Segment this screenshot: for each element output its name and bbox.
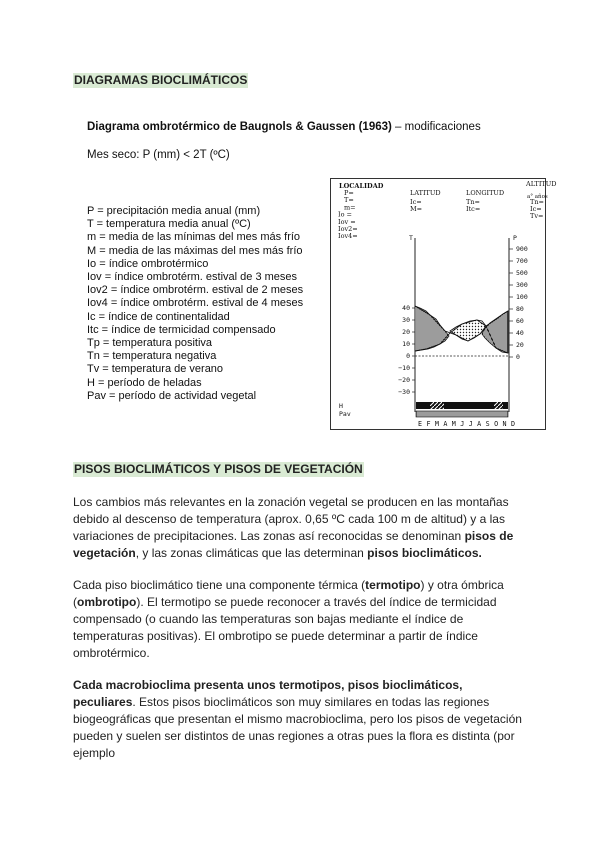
legend-item: m = media de las mínimas del mes más frío xyxy=(87,231,301,244)
legend-item: M = media de las máximas del mes más frío xyxy=(87,244,303,257)
diagram-param-label: M= xyxy=(410,205,423,213)
p-tick-label: 500 xyxy=(516,269,528,277)
figure-legend xyxy=(87,205,303,403)
legend-item: Pav = período de actividad vegetal xyxy=(87,389,257,402)
legend-item: H = período de heladas xyxy=(87,376,202,389)
p-tick-label: 100 xyxy=(516,293,528,301)
p2-bold-1: termotipo xyxy=(365,578,421,592)
ombrothermic-diagram xyxy=(330,178,557,430)
t-tick-label: 20 xyxy=(402,328,410,336)
legend-item: Tn = temperatura negativa xyxy=(87,350,217,363)
t-tick-label: −30 xyxy=(398,388,410,396)
diagram-param-label: Io = xyxy=(338,210,352,219)
p1-bold-1: pisos de vegetación xyxy=(73,529,514,560)
p-tick-label: 40 xyxy=(516,329,524,337)
p-tick-label: 80 xyxy=(516,305,524,313)
diagram-longitud: LONGITUD xyxy=(466,189,505,197)
figure-title-rest: – modificaciones xyxy=(391,121,481,133)
p1-text-1: Los cambios más relevantes en la zonación vegetal se producen en las montañas debido al descenso de temperatura (aprox. 0,65 ºC cada 100 m de altitud) y a las variaciones de precipitaciones. Las zonas así reconocidas se denominan xyxy=(73,495,509,543)
diagram-param-label: Tv= xyxy=(530,212,544,220)
p3-text-1: . Estos pisos bioclimáticos son muy similares en todas las regiones biogeográficas que presentan el mismo macrobioclima, pero los pisos de vegetación pueden y suelen ser distintos de unas regiones a otras pues la flora es distinta (por ejemplo xyxy=(73,695,522,760)
diagram-lat-params xyxy=(410,198,422,213)
activity-label: Pav xyxy=(339,410,351,418)
section-heading-diagramas: DIAGRAMAS BIOCLIMÁTICOS xyxy=(74,73,248,87)
activity-period-bar xyxy=(416,411,508,417)
diagram-param-label: Iov4= xyxy=(338,232,358,241)
diagram-param-label: Tn= xyxy=(530,198,544,206)
p2-text-2: ) y otra ómbrica ( xyxy=(73,578,504,609)
p-tick-label: 20 xyxy=(516,341,524,349)
p3-bold-1: Cada macrobioclima presenta unos termotipos, pisos bioclimáticos, peculiares xyxy=(73,678,463,709)
diagram-param-label: m= xyxy=(344,203,356,212)
frost-period-hatch-right xyxy=(494,402,503,409)
diagram-frame xyxy=(331,179,546,430)
p-tick-label: 900 xyxy=(516,245,528,253)
frost-period-hatch-left xyxy=(430,402,444,409)
diagram-localidad: LOCALIDAD xyxy=(339,182,384,190)
legend-item: T = temperatura media anual (ºC) xyxy=(87,218,251,231)
paragraph-termotipo xyxy=(73,577,528,662)
diagram-param-label: Ic= xyxy=(410,198,422,206)
diagram-altitud: ALTITUD xyxy=(526,180,557,188)
p2-text-3: ). El termotipo se puede reconocer a través del índice de termicidad compensado (o cuando las temperaturas son bajas mediante el índice de temperaturas positivas). El ombrotipo se puede determinar a partir de índice ombrotérmico. xyxy=(73,595,497,660)
legend-item: Iov = índice ombrotérm. estival de 3 meses xyxy=(87,271,298,284)
legend-item: Iov2 = índice ombrotérm. estival de 2 meses xyxy=(87,284,304,297)
dry-month-definition: Mes seco: P (mm) < 2T (ºC) xyxy=(87,149,230,161)
legend-item: Io = índice ombrotérmico xyxy=(87,257,209,270)
t-axis-label: T xyxy=(409,234,413,242)
diagram-latitud: LATITUD xyxy=(410,189,441,197)
t-tick-label: 10 xyxy=(402,340,410,348)
legend-item: Ic = índice de continentalidad xyxy=(87,310,230,323)
month-labels: E F M A M J J A S O N D xyxy=(418,420,516,428)
t-tick-label: −20 xyxy=(398,376,410,384)
t-tick-label: 40 xyxy=(402,304,410,312)
diagram-param-label: T= xyxy=(344,196,354,205)
t-tick-label: 30 xyxy=(402,316,410,324)
p2-bold-2: ombrotipo xyxy=(77,595,137,609)
legend-item: Tp = temperatura positiva xyxy=(87,337,213,350)
diagram-param-label: Ic= xyxy=(530,205,542,213)
diagram-altitud-unit: a° años xyxy=(527,194,548,200)
p-tick-label: 300 xyxy=(516,281,528,289)
diagram-param-label: P= xyxy=(344,189,354,197)
diagram-param-label: Itc= xyxy=(466,205,481,213)
p2-text-1: Cada piso bioclimático tiene una componente térmica ( xyxy=(73,578,366,592)
diagram-param-label: Iov = xyxy=(338,217,356,226)
legend-item: Itc = índice de termicidad compensado xyxy=(87,323,276,336)
p-axis-label: P xyxy=(513,234,517,242)
p-tick-label: 60 xyxy=(516,317,524,325)
legend-item: Iov4 = índice ombrotérm. estival de 4 meses xyxy=(87,297,304,310)
figure-title-bold: Diagrama ombrotérmico de Baugnols & Gaussen (1963) xyxy=(87,121,392,133)
paragraph-macrobioclima xyxy=(73,677,528,762)
legend-item: Tv = temperatura de verano xyxy=(87,363,224,376)
p1-text-2: , y las zonas climáticas que las determinan xyxy=(135,546,368,560)
legend-item: P = precipitación media anual (mm) xyxy=(87,205,261,217)
p1-bold-2: pisos bioclimáticos. xyxy=(367,546,482,560)
figure-title xyxy=(87,121,481,133)
t-tick-label: −10 xyxy=(398,364,410,372)
diagram-param-label: Iov2= xyxy=(338,225,358,233)
paragraph-zonacion xyxy=(73,494,528,562)
t-tick-label: 0 xyxy=(406,352,410,360)
diagram-lon-params xyxy=(466,198,480,213)
diagram-param-label: Tn= xyxy=(466,198,480,206)
frost-label: H xyxy=(339,402,343,410)
p-tick-label: 700 xyxy=(516,257,528,265)
section-heading-pisos: PISOS BIOCLIMÁTICOS Y PISOS DE VEGETACIÓN xyxy=(74,462,363,476)
p-tick-label: 0 xyxy=(516,353,520,361)
